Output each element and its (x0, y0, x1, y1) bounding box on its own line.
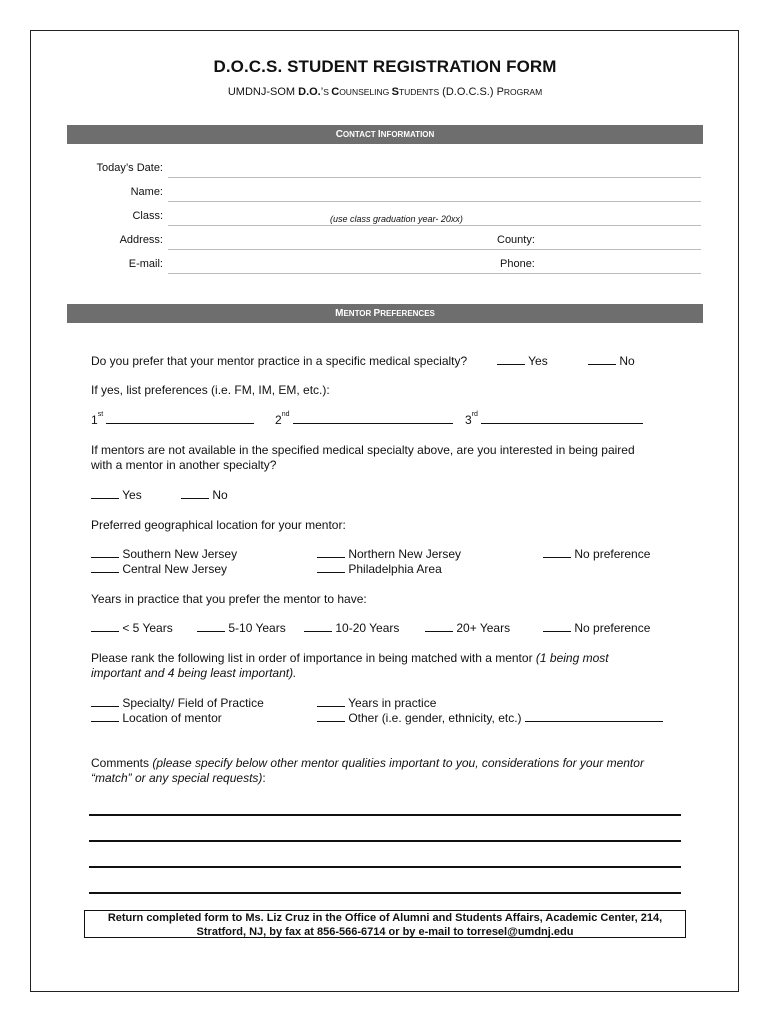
comments-prompt-line1: Comments (please specify below other mentor qualities important to you, considerations for your mentor (91, 756, 644, 770)
return-instructions-line1: Return completed form to Ms. Liz Cruz in the Office of Alumni and Students Affairs, Academic Center, 214, (107, 912, 663, 924)
comments-line-1[interactable] (89, 814, 681, 816)
years-5-10[interactable]: 5-10 Years (197, 621, 286, 635)
specialty-question: Do you prefer that your mentor practice in a specific medical specialty? (91, 354, 468, 368)
todays-date-field[interactable] (168, 177, 701, 178)
preference-3[interactable]: 3rd (465, 413, 643, 427)
email-field[interactable] (168, 273, 701, 274)
address-field[interactable] (168, 249, 701, 250)
years-no-preference[interactable]: No preference (543, 621, 650, 635)
other-specialty-no-option[interactable]: No (181, 488, 228, 502)
comments-line-4[interactable] (89, 892, 681, 894)
name-label: Name: (130, 186, 163, 198)
comments-line-3[interactable] (89, 866, 681, 868)
return-instructions-line2: Stratford, NJ, by fax at 856-566-6714 or by e-mail to torresel@umdnj.edu (196, 926, 574, 938)
years-10-20[interactable]: 10-20 Years (304, 621, 399, 635)
return-instructions (84, 910, 686, 938)
comments-prompt-line2: “match” or any special requests): (91, 771, 266, 785)
other-specialty-yes-option[interactable]: Yes (91, 488, 142, 502)
years-question: Years in practice that you prefer the mentor to have: (91, 592, 367, 606)
list-preferences-question: If yes, list preferences (i.e. FM, IM, EM, etc.): (91, 383, 330, 397)
county-label: County: (497, 234, 535, 246)
rank-years[interactable]: Years in practice (317, 696, 436, 710)
location-southern-nj[interactable]: Southern New Jersey (91, 547, 237, 561)
contact-information-header: CONTACT INFORMATION (67, 125, 703, 144)
class-hint: (use class graduation year- 20xx) (330, 214, 463, 224)
location-no-preference[interactable]: No preference (543, 547, 650, 561)
preference-2[interactable]: 2nd (275, 413, 453, 427)
years-under-5[interactable]: < 5 Years (91, 621, 173, 635)
mentor-preferences-header: MENTOR PREFERENCES (67, 304, 703, 323)
rank-other[interactable]: Other (i.e. gender, ethnicity, etc.) (317, 711, 663, 725)
form-title: D.O.C.S. STUDENT REGISTRATION FORM (213, 57, 557, 76)
comments-line-2[interactable] (89, 840, 681, 842)
preference-1[interactable]: 1st (91, 413, 254, 427)
name-field[interactable] (168, 201, 701, 202)
phone-label: Phone: (500, 258, 535, 270)
rank-specialty[interactable]: Specialty/ Field of Practice (91, 696, 264, 710)
email-label: E-mail: (128, 258, 163, 270)
location-central-nj[interactable]: Central New Jersey (91, 562, 227, 576)
years-20-plus[interactable]: 20+ Years (425, 621, 510, 635)
rank-question-line2: important and 4 being least important). (91, 666, 297, 680)
class-field[interactable] (168, 225, 701, 226)
address-label: Address: (119, 234, 163, 246)
form-subtitle: UMDNJ-SOM D.O.’S COUNSELING STUDENTS (D.O.C.S.) PROGRAM (227, 86, 543, 98)
specialty-yes-option[interactable]: Yes (497, 354, 548, 368)
class-label: Class: (132, 210, 163, 222)
location-northern-nj[interactable]: Northern New Jersey (317, 547, 461, 561)
other-specialty-question-line1: If mentors are not available in the specified medical specialty above, are you interested in being paired (91, 443, 635, 457)
location-question: Preferred geographical location for your mentor: (91, 518, 346, 532)
todays-date-label: Today’s Date: (96, 162, 163, 174)
other-specialty-question-line2: with a mentor in another specialty? (91, 458, 277, 472)
location-philadelphia[interactable]: Philadelphia Area (317, 562, 442, 576)
form-page (30, 30, 739, 992)
rank-location[interactable]: Location of mentor (91, 711, 222, 725)
specialty-no-option[interactable]: No (588, 354, 635, 368)
rank-question-line1: Please rank the following list in order of importance in being matched with a mentor (1 being most (91, 651, 609, 665)
